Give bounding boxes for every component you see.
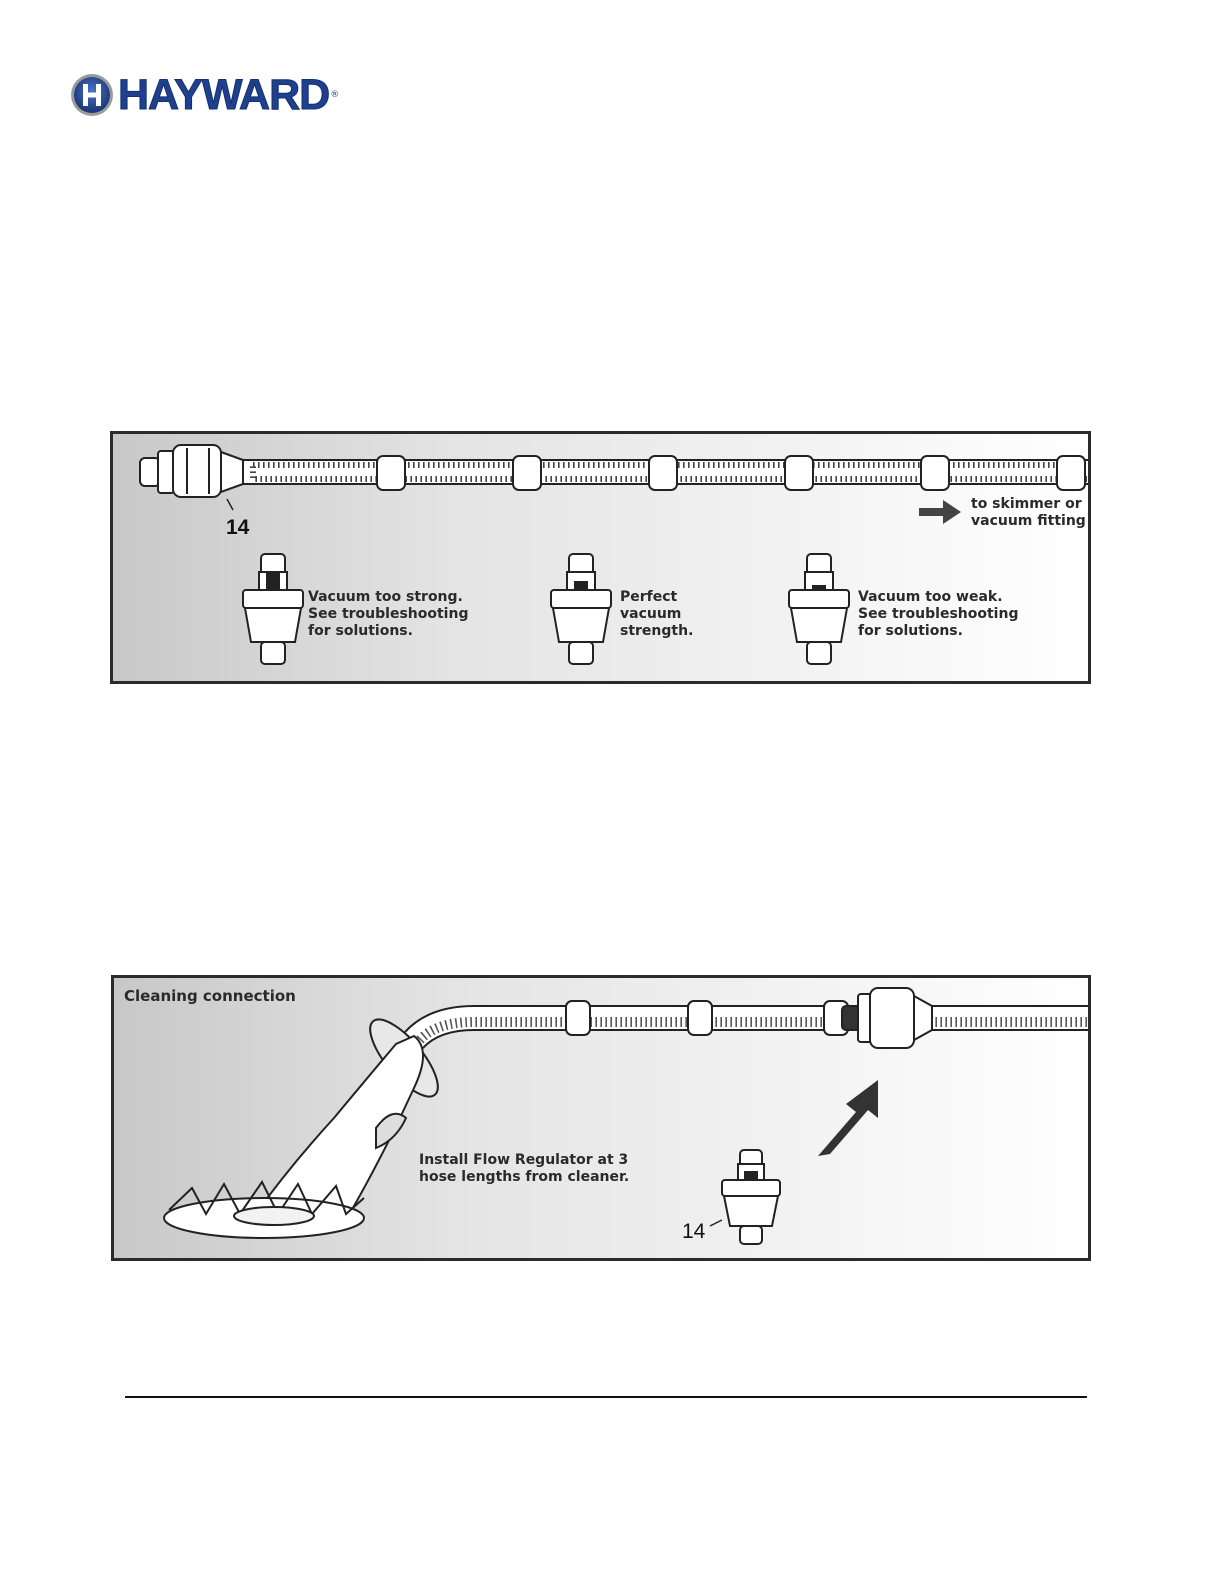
flow-regulator-inline-icon bbox=[842, 988, 932, 1048]
regulator-too-weak-icon bbox=[789, 554, 849, 664]
brand-name: HAYWARD bbox=[118, 71, 330, 119]
cleaning-connection-panel bbox=[111, 975, 1091, 1261]
vacuum-strength-panel bbox=[110, 431, 1091, 684]
regulator-too-strong-icon bbox=[243, 554, 303, 664]
hose-icon bbox=[414, 1001, 1091, 1040]
flow-regulator-inline-icon bbox=[140, 445, 243, 497]
state-perfect-label: Perfect vacuum strength. bbox=[620, 589, 694, 639]
pool-cleaner-icon bbox=[164, 1010, 449, 1238]
hayward-badge-icon bbox=[70, 73, 114, 117]
brand-registered-mark: ® bbox=[330, 90, 340, 100]
panel-title: Cleaning connection bbox=[124, 987, 296, 1005]
regulator-perfect-icon bbox=[551, 554, 611, 664]
hose-icon bbox=[243, 456, 1091, 490]
arrow-right-icon bbox=[919, 500, 961, 524]
state-too-weak-label: Vacuum too weak. See troubleshooting for solutions. bbox=[858, 589, 1019, 639]
footer-divider bbox=[125, 1396, 1087, 1398]
state-too-strong-label: Vacuum too strong. See troubleshooting for solutions. bbox=[308, 589, 469, 639]
part-number-label: 14 bbox=[226, 516, 250, 539]
install-instruction: Install Flow Regulator at 3 hose lengths from cleaner. bbox=[419, 1152, 630, 1185]
cleaner-diagram bbox=[114, 978, 1091, 1261]
hose-diagram bbox=[113, 434, 1091, 684]
part-number-label: 14 bbox=[682, 1220, 706, 1243]
hayward-logo bbox=[70, 72, 339, 118]
flow-regulator-icon bbox=[722, 1150, 780, 1244]
install-arrow-icon bbox=[818, 1080, 878, 1156]
destination-label: to skimmer or vacuum fitting bbox=[971, 496, 1086, 529]
